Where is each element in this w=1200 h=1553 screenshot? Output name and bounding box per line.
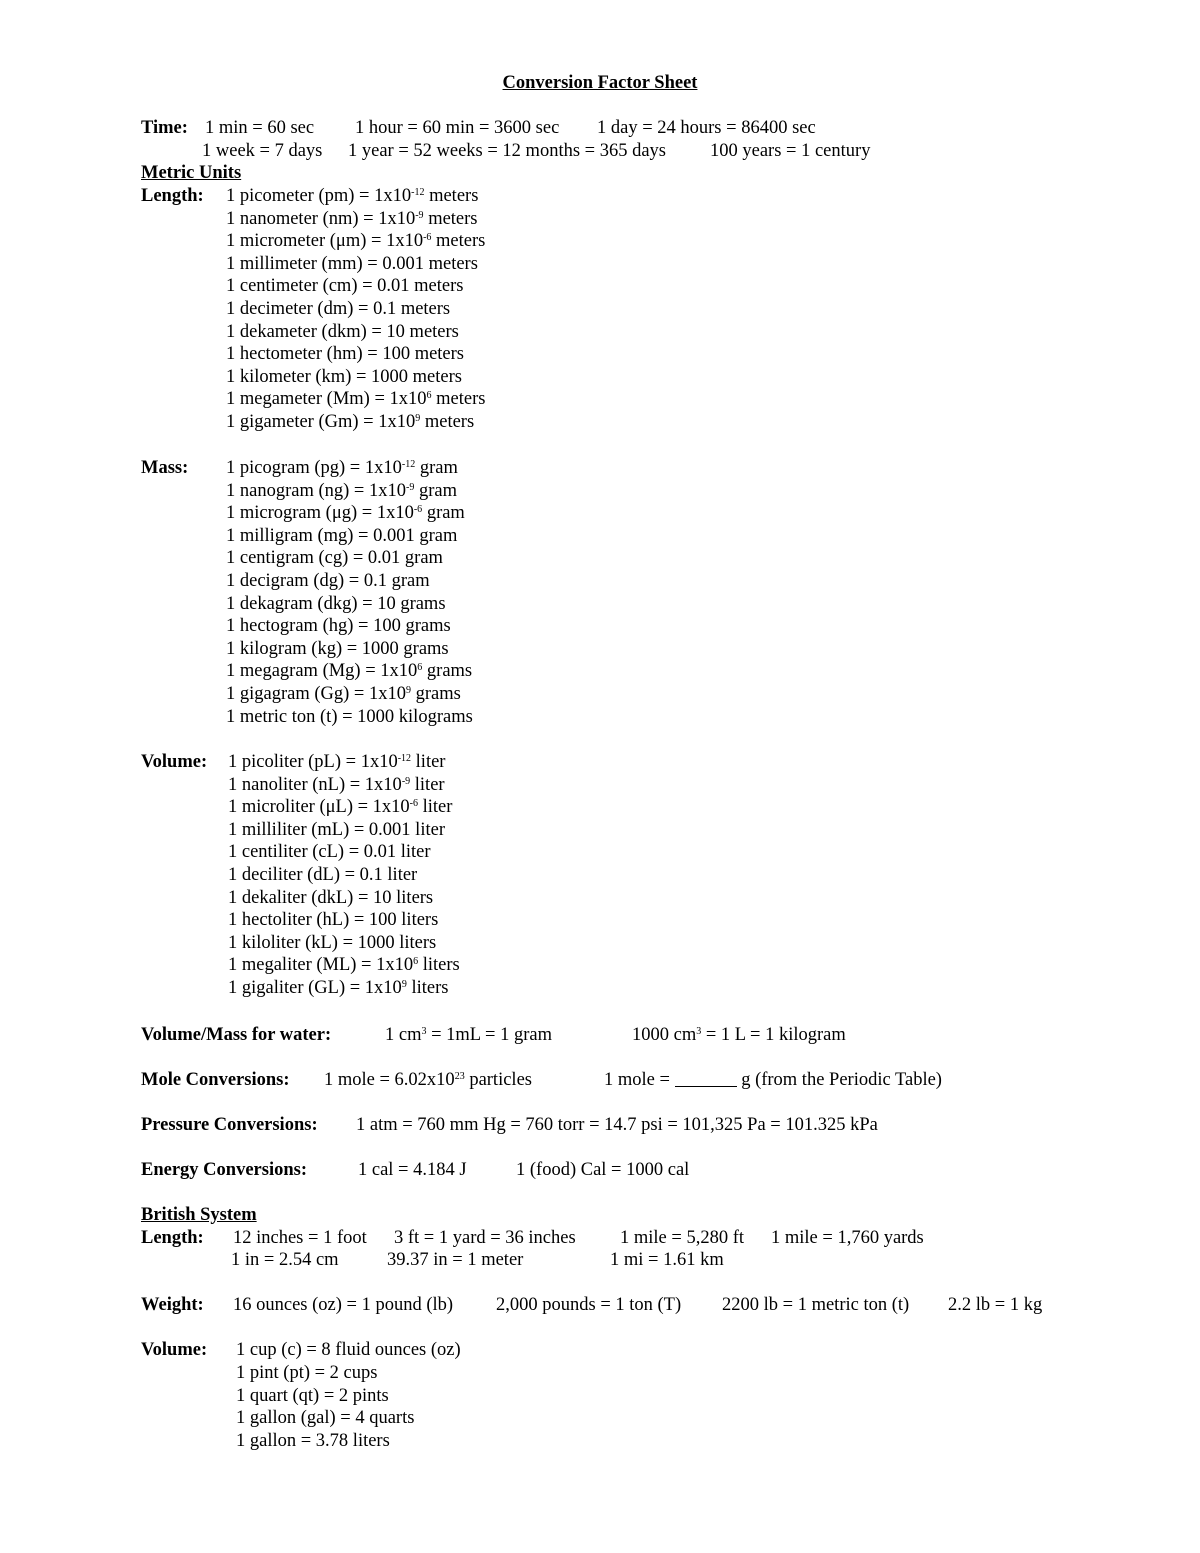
time-label: Time: bbox=[141, 118, 188, 138]
british-heading: British System bbox=[141, 1205, 257, 1225]
metric-volume-label: Volume: bbox=[141, 752, 208, 772]
conversion-row: 1 dekagram (dkg) = 10 grams bbox=[226, 593, 446, 614]
conversion-row: 1 gigagram $(Gg) = 1x10^9$ grams bbox=[226, 684, 461, 704]
conversion-row: 1 megaliter $(ML) = 1x10^6$ liters bbox=[228, 955, 460, 976]
water-label: Volume/Mass for water: bbox=[141, 1025, 332, 1045]
conversion-row: 1 picometer $(pm) = 1x10^{-12}$ meters bbox=[226, 186, 479, 206]
conversion-row: 1 decigram (dg) = 0.1 gram bbox=[226, 571, 430, 591]
time-item: 1 min = 60 sec bbox=[205, 118, 315, 138]
conversion-row: 1 gallon (gal) = 4 quarts bbox=[236, 1408, 415, 1429]
british-length-item: 1 mile = 1,760 yards bbox=[771, 1228, 924, 1248]
blank-line bbox=[675, 1071, 737, 1087]
conversion-row: 1 milligram (mg) = 0.001 gram bbox=[226, 525, 458, 546]
conversion-row: 1 hectogram (hg) = 100 grams bbox=[226, 616, 451, 637]
mole-label: Mole Conversions: bbox=[141, 1070, 290, 1090]
british-length-label: Length: bbox=[141, 1228, 204, 1248]
british-weight-item: 2200 lb = 1 metric ton (t) bbox=[722, 1295, 910, 1315]
conversion-row: 1 decimeter (dm) = 0.1 meters bbox=[226, 299, 451, 319]
time-item: 100 years = 1 century bbox=[710, 141, 871, 161]
page-title: Conversion Factor Sheet bbox=[502, 73, 698, 93]
conversion-row: 1 quart (qt) = 2 pints bbox=[236, 1385, 389, 1406]
metric-heading: Metric Units bbox=[141, 163, 242, 183]
conversion-row: 1 dekaliter (dkL) = 10 liters bbox=[228, 887, 434, 908]
mole-item-1: 1 mole = $6.02x10^{23}$ particles bbox=[324, 1070, 532, 1090]
conversion-row: 1 nanogram $(ng) = 1x10^{-9}$ gram bbox=[226, 480, 457, 501]
conversion-row: 1 cup (c) = 8 fluid ounces (oz) bbox=[236, 1340, 461, 1360]
british-weight-label: Weight: bbox=[141, 1295, 204, 1315]
conversion-row: 1 picogram $(pg) = 1x10^{-12}$ gram bbox=[226, 458, 458, 478]
conversion-row: 1 gigameter $(Gm) = 1x10^9$ meters bbox=[226, 412, 475, 432]
conversion-row: 1 gallon = 3.78 liters bbox=[236, 1431, 390, 1452]
british-length-item: 1 mi = 1.61 km bbox=[610, 1250, 724, 1270]
metric-length-label: Length: bbox=[141, 186, 204, 206]
conversion-row: 1 micrometer $(\mu m) = 1x10^{-6}$ meters bbox=[226, 231, 486, 252]
energy-item: 1 cal = 4.184 J bbox=[358, 1160, 467, 1180]
british-length-item: 1 mile = 5,280 ft bbox=[620, 1228, 744, 1248]
british-length-item: 12 inches = 1 foot bbox=[233, 1228, 367, 1248]
british-weight-item: 16 ounces (oz) = 1 pound (lb) bbox=[233, 1295, 454, 1315]
british-length-item: 1 in = 2.54 cm bbox=[231, 1250, 339, 1270]
water-item-1: 1 $cm^3 = 1mL = 1$ gram bbox=[385, 1025, 552, 1045]
pressure-text: 1 atm = 760 mm Hg = 760 torr = 14.7 psi = 101,325 Pa = 101.325 kPa bbox=[356, 1115, 878, 1135]
conversion-row: 1 hectometer (hm) = 100 meters bbox=[226, 344, 465, 365]
conversion-row: 1 nanometer $(nm) = 1x10^{-9}$ meters bbox=[226, 208, 478, 229]
metric-mass-label: Mass: bbox=[141, 458, 189, 478]
conversion-row: 1 nanoliter $(nL) = 1x10^{-9}$ liter bbox=[228, 774, 445, 795]
conversion-row: 1 megagram $(Mg) = 1x10^6$ grams bbox=[226, 661, 473, 682]
energy-item: 1 (food) Cal = 1000 cal bbox=[516, 1160, 690, 1180]
conversion-row: 1 kilometer (km) = 1000 meters bbox=[226, 366, 462, 387]
time-item: 1 year = 52 weeks = 12 months = 365 days bbox=[348, 141, 667, 161]
conversion-row: 1 milliliter (mL) = 0.001 liter bbox=[228, 819, 445, 840]
conversion-row: 1 metric ton (t) = 1000 kilograms bbox=[226, 706, 473, 727]
british-length-item: 39.37 in = 1 meter bbox=[387, 1250, 524, 1270]
conversion-row: 1 centigram (cg) = 0.01 gram bbox=[226, 548, 443, 569]
conversion-row: 1 centiliter (cL) = 0.01 liter bbox=[228, 842, 431, 863]
conversion-row: 1 kiloliter (kL) = 1000 liters bbox=[228, 932, 437, 953]
pressure-label: Pressure Conversions: bbox=[141, 1115, 318, 1135]
water-item-2: 1000 $cm^3 = 1$ L = 1 kilogram bbox=[632, 1025, 846, 1045]
conversion-row: 1 hectoliter (hL) = 100 liters bbox=[228, 910, 439, 931]
conversion-row: 1 microliter $(\mu L) = 1x10^{-6}$ liter bbox=[228, 797, 453, 818]
british-length-item: 3 ft = 1 yard = 36 inches bbox=[394, 1228, 576, 1248]
conversion-row: 1 deciliter (dL) = 0.1 liter bbox=[228, 865, 418, 885]
time-item: 1 day = 24 hours = 86400 sec bbox=[597, 118, 816, 138]
energy-label: Energy Conversions: bbox=[141, 1160, 307, 1180]
conversion-row: 1 microgram $(\mu g) = 1x10^{-6}$ gram bbox=[226, 503, 465, 524]
conversion-row: 1 centimeter (cm) = 0.01 meters bbox=[226, 276, 464, 297]
british-volume-label: Volume: bbox=[141, 1340, 208, 1360]
british-weight-item: 2.2 lb = 1 kg bbox=[948, 1295, 1043, 1315]
conversion-row: 1 kilogram (kg) = 1000 grams bbox=[226, 638, 449, 659]
conversion-row: 1 megameter $(Mm) = 1x10^6$ meters bbox=[226, 389, 486, 410]
time-item: 1 hour = 60 min = 3600 sec bbox=[355, 118, 560, 138]
british-weight-item: 2,000 pounds = 1 ton (T) bbox=[496, 1295, 682, 1315]
conversion-row: 1 pint (pt) = 2 cups bbox=[236, 1362, 378, 1383]
conversion-row: 1 millimeter (mm) = 0.001 meters bbox=[226, 253, 478, 274]
time-item: 1 week = 7 days bbox=[202, 141, 323, 161]
conversion-row: 1 picoliter $(pL) = 1x10^{-12}$ liter bbox=[228, 752, 446, 772]
mole-item-2: 1 mole = g (from the Periodic Table) bbox=[604, 1070, 942, 1090]
conversion-row: 1 gigaliter $(GL) = 1x10^9$ liters bbox=[228, 978, 449, 998]
conversion-row: 1 dekameter (dkm) = 10 meters bbox=[226, 321, 459, 342]
